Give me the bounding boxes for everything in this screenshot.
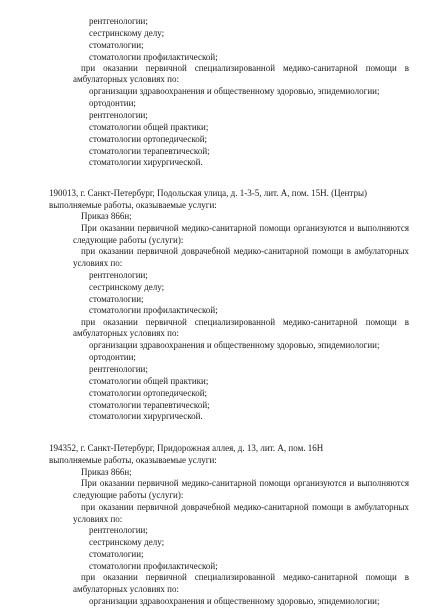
list-item: стоматологии; [89,549,144,559]
paragraph-line: амбулаторных условиях по: [73,584,179,594]
list-item: стоматологии профилактической; [89,52,218,62]
list-item: ортодонтии; [89,98,136,108]
address-heading: 194352, г. Санкт-Петербург, Придорожная аллея, д. 13, лит. А, пом. 16Н [49,443,324,453]
list-item: стоматологии профилактической; [89,561,218,571]
paragraph-line: следующие работы (услуги): [73,490,184,500]
paragraph-line: амбулаторных условиях по: [73,74,179,84]
paragraph-line: при оказании первичной специализированной медико-санитарной помощи в [81,317,409,327]
list-item: сестринскому делу; [89,537,165,547]
list-item: стоматологии ортопедической; [89,134,208,144]
list-item: рентгенологии; [89,525,148,535]
list-item: сестринскому делу; [89,28,165,38]
paragraph-line: при оказании первичной доврачебной медико-санитарной помощи в амбулаторных [81,502,409,512]
list-item: стоматологии терапевтической; [89,400,210,410]
paragraph-line: амбулаторных условиях по: [73,328,179,338]
list-item: организации здравоохранения и общественному здоровью, эпидемиологии; [89,596,380,606]
list-item: сестринскому делу; [89,282,165,292]
list-item: организации здравоохранения и общественному здоровью, эпидемиологии; [89,340,380,350]
paragraph-line: при оказании первичной доврачебной медико-санитарной помощи в амбулаторных [81,246,409,256]
works-label: выполняемые работы, оказываемые услуги: [49,455,217,465]
list-item: организации здравоохранения и общественному здоровью, эпидемиологии; [89,86,380,96]
paragraph-line: следующие работы (услуги): [73,235,184,245]
list-item: ортодонтии; [89,352,136,362]
list-item: рентгенологии; [89,364,148,374]
list-item: стоматологии общей практики; [89,376,209,386]
paragraph-line: При оказании первичной медико-санитарной помощи организуются и выполняются [81,478,409,488]
list-item: стоматологии хирургической. [89,157,203,167]
list-item: рентгенологии; [89,110,148,120]
list-item: рентгенологии; [89,16,148,26]
list-item: стоматологии профилактической; [89,305,218,315]
works-label: выполняемые работы, оказываемые услуги: [49,200,217,210]
list-item: стоматологии; [89,40,144,50]
paragraph-line: условиях по: [73,258,123,268]
paragraph-line: при оказании первичной специализированной медико-санитарной помощи в [81,63,409,73]
order-label: Приказ 866н; [81,467,132,477]
list-item: стоматологии ортопедической; [89,388,208,398]
address-heading: 190013, г. Санкт-Петербург, Подольская улица, д. 1-3-5, лит. А, пом. 15Н. (Центры) [49,188,368,198]
list-item: стоматологии; [89,294,144,304]
list-item: стоматологии терапевтической; [89,146,210,156]
list-item: стоматологии хирургической. [89,411,203,421]
order-label: Приказ 866н; [81,211,132,221]
paragraph-line: При оказании первичной медико-санитарной помощи организуются и выполняются [81,223,409,233]
paragraph-line: при оказании первичной специализированной медико-санитарной помощи в [81,572,409,582]
list-item: рентгенологии; [89,270,148,280]
list-item: стоматологии общей практики; [89,122,209,132]
paragraph-line: условиях по: [73,514,123,524]
